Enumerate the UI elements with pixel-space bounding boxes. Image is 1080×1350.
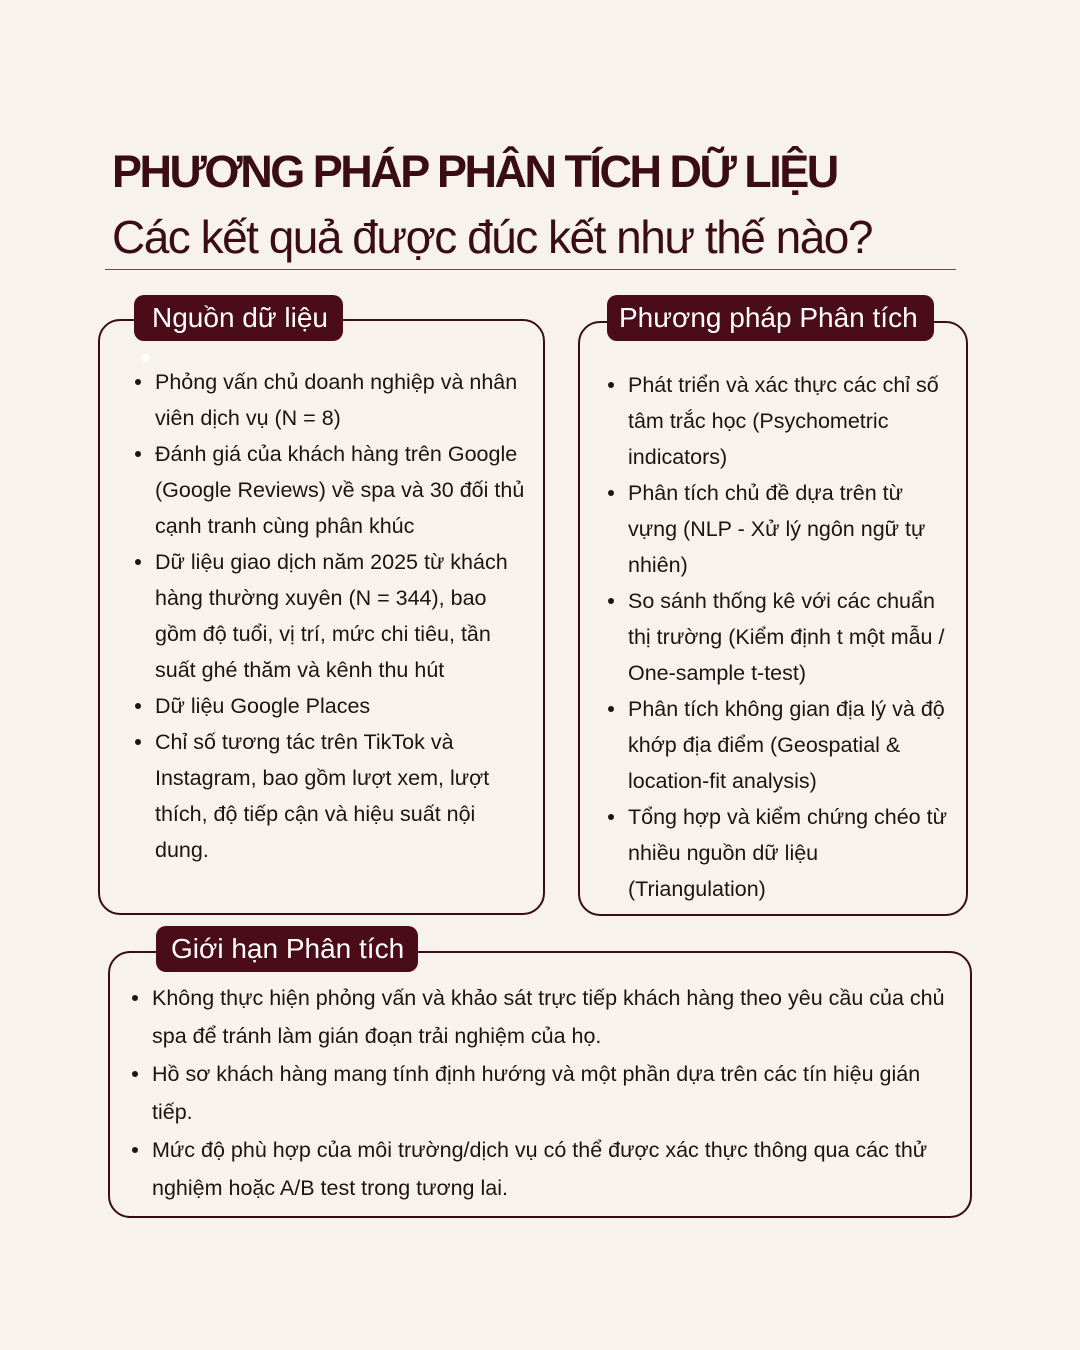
list-item: Phát triển và xác thực các chỉ số tâm trắc học (Psychometric indicators) bbox=[628, 367, 954, 475]
list-item: Dữ liệu giao dịch năm 2025 từ khách hàng thường xuyên (N = 344), bao gồm độ tuổi, vị trí, mức chi tiêu, tần suất ghé thăm và kênh thu hút bbox=[155, 544, 527, 688]
list-item: Hồ sơ khách hàng mang tính định hướng và một phần dựa trên các tín hiệu gián tiếp. bbox=[152, 1055, 952, 1131]
list-item: Tổng hợp và kiểm chứng chéo từ nhiều nguồn dữ liệu (Triangulation) bbox=[628, 799, 954, 907]
data-sources-list bbox=[155, 364, 527, 868]
page-title: PHƯƠNG PHÁP PHÂN TÍCH DỮ LIỆU bbox=[112, 146, 837, 197]
list-item: Dữ liệu Google Places bbox=[155, 688, 527, 724]
list-item: Không thực hiện phỏng vấn và khảo sát trực tiếp khách hàng theo yêu cầu của chủ spa để tránh làm gián đoạn trải nghiệm của họ. bbox=[152, 979, 952, 1055]
list-item: Phân tích không gian địa lý và độ khớp địa điểm (Geospatial & location-fit analysis) bbox=[628, 691, 954, 799]
data-sources-label: Nguồn dữ liệu bbox=[134, 295, 343, 341]
list-item: So sánh thống kê với các chuẩn thị trường (Kiểm định t một mẫu / One-sample t-test) bbox=[628, 583, 954, 691]
analysis-limits-label: Giới hạn Phân tích bbox=[156, 926, 418, 972]
analysis-methods-label: Phương pháp Phân tích bbox=[607, 295, 934, 341]
decorative-dot bbox=[142, 354, 150, 362]
list-item: Chỉ số tương tác trên TikTok và Instagram, bao gồm lượt xem, lượt thích, độ tiếp cận và hiệu suất nội dung. bbox=[155, 724, 527, 868]
list-item: Đánh giá của khách hàng trên Google (Google Reviews) về spa và 30 đối thủ cạnh tranh cùng phân khúc bbox=[155, 436, 527, 544]
list-item: Phỏng vấn chủ doanh nghiệp và nhân viên dịch vụ (N = 8) bbox=[155, 364, 527, 436]
list-item: Mức độ phù hợp của môi trường/dịch vụ có thể được xác thực thông qua các thử nghiệm hoặc A/B test trong tương lai. bbox=[152, 1131, 952, 1207]
title-divider bbox=[105, 269, 956, 270]
analysis-limits-list bbox=[152, 979, 952, 1207]
page-subtitle: Các kết quả được đúc kết như thế nào? bbox=[112, 211, 872, 263]
list-item: Phân tích chủ đề dựa trên từ vựng (NLP - Xử lý ngôn ngữ tự nhiên) bbox=[628, 475, 954, 583]
analysis-methods-list bbox=[628, 367, 954, 907]
